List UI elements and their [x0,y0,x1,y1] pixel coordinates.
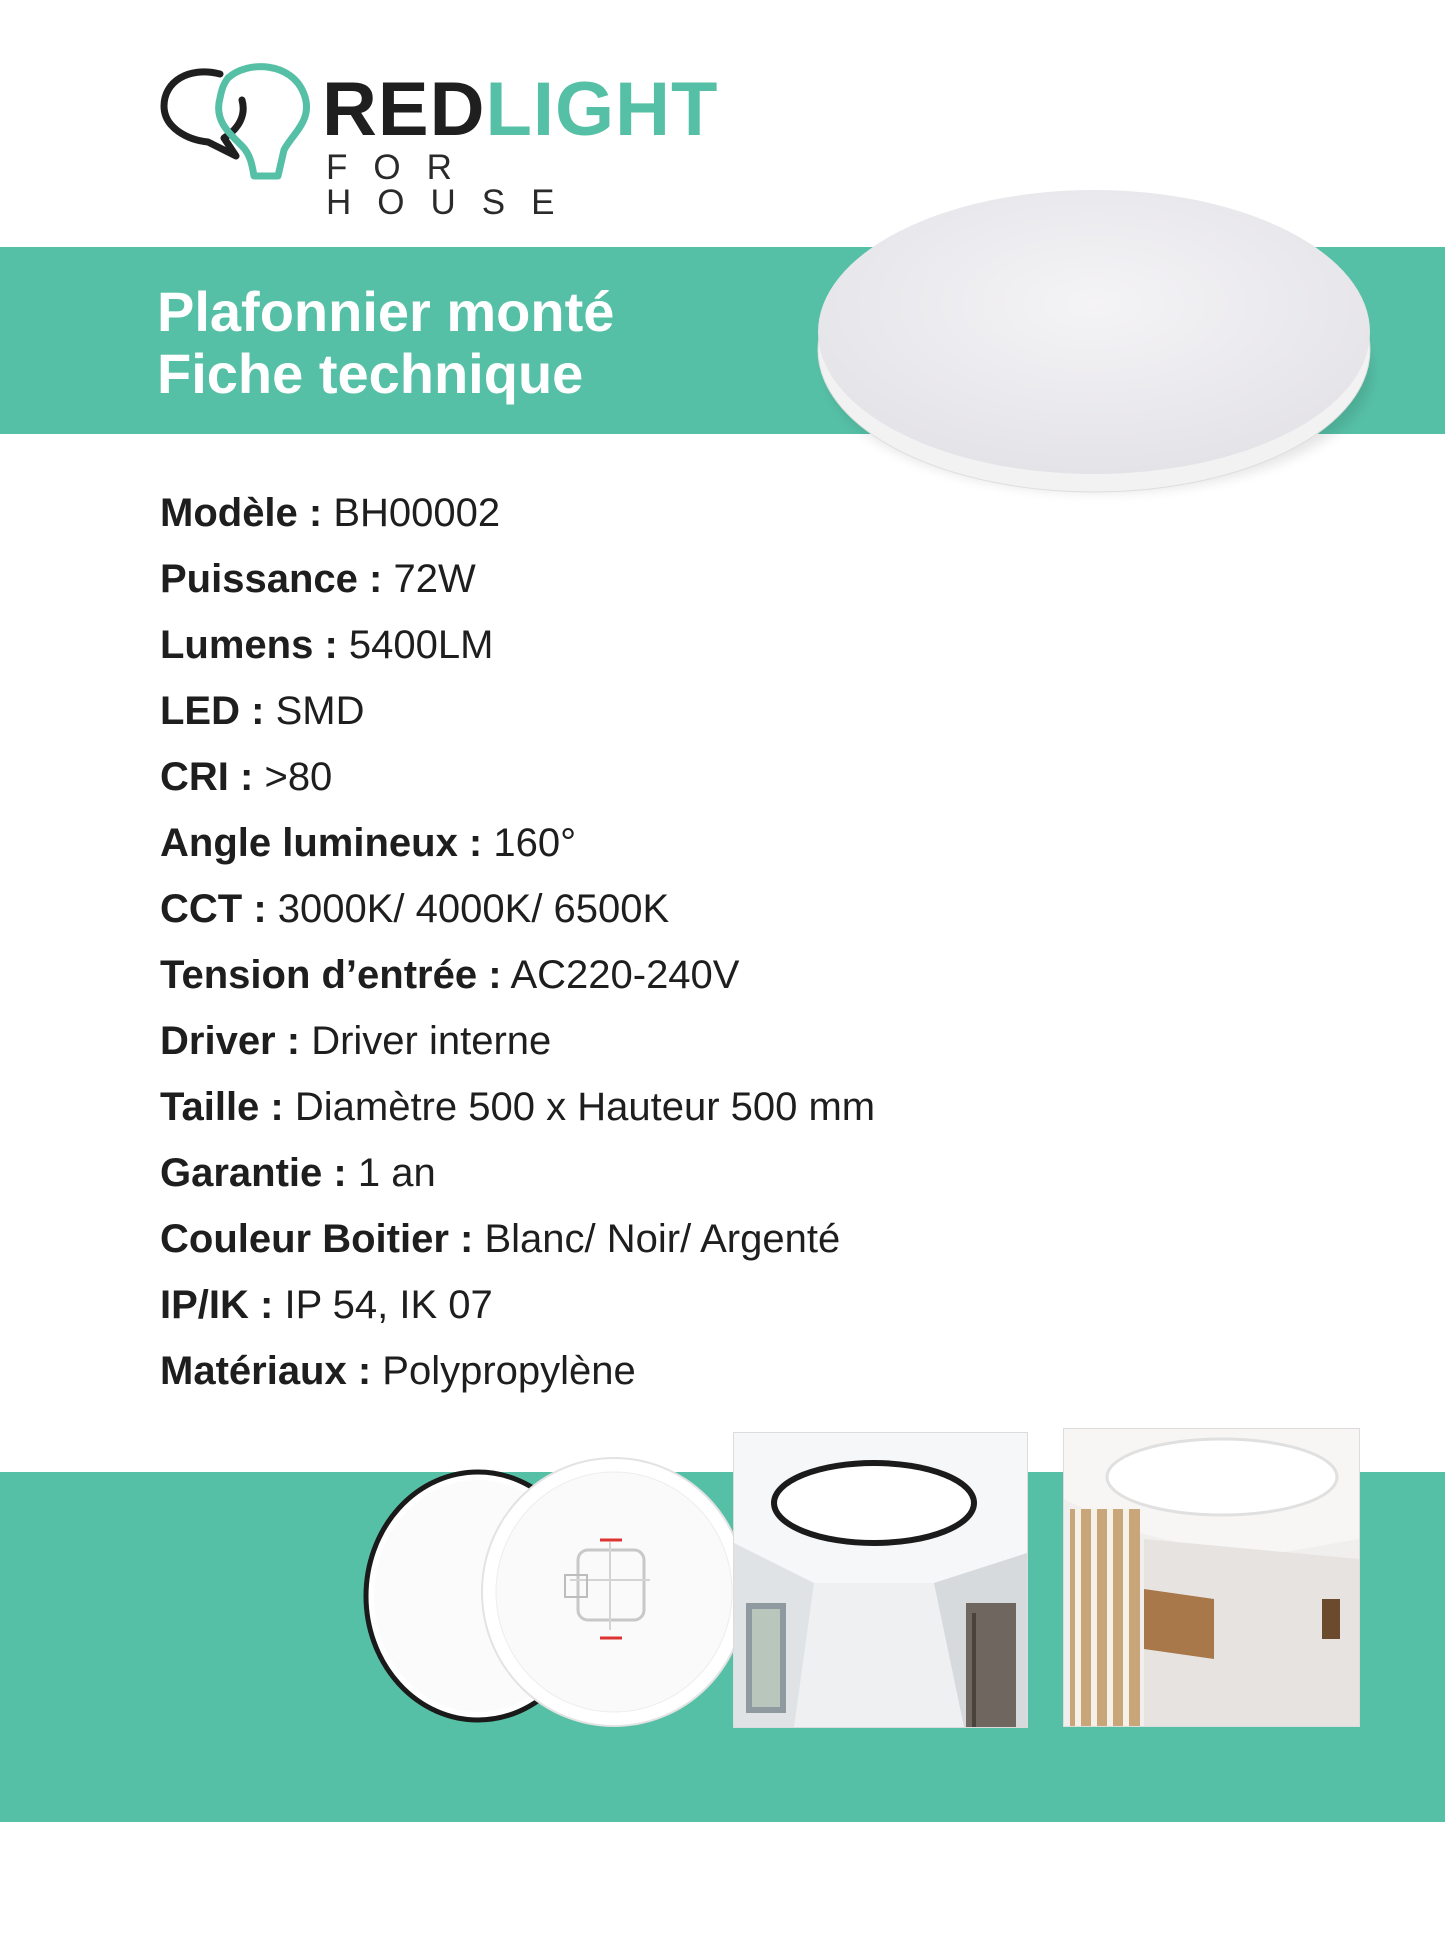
spec-row-led: LED : SMD [160,689,365,733]
spec-row-modele: Modèle : BH00002 [160,491,501,535]
spec-list [160,480,875,1404]
spec-row-cct: CCT : 3000K/ 4000K/ 6500K [160,887,670,931]
spec-row-puissance: Puissance : 72W [160,557,476,601]
product-hero-image [810,182,1380,512]
spec-row-tension: Tension d’entrée : AC220-240V [160,953,740,997]
page-title: Plafonnier monté [157,280,615,343]
spec-row-ipik: IP/IK : IP 54, IK 07 [160,1283,493,1327]
spec-row-cri: CRI : >80 [160,755,333,799]
page-subtitle: Fiche technique [157,342,584,405]
ceiling-photo-white-frame [1063,1428,1360,1727]
ceiling-photo-black-frame [733,1432,1028,1728]
brand-tagline: FOR HOUSE [326,148,581,222]
product-plates-image [360,1440,760,1740]
spec-row-taille: Taille : Diamètre 500 x Hauteur 500 mm [160,1085,876,1129]
brand-logo [158,58,719,222]
spec-row-garantie: Garantie : 1 an [160,1151,436,1195]
spec-row-angle: Angle lumineux : 160° [160,821,577,865]
brand-name-red: RED [322,67,486,152]
spec-row-couleur: Couleur Boitier : Blanc/ Noir/ Argenté [160,1217,841,1261]
spec-row-driver: Driver : Driver interne [160,1019,552,1063]
lightbulb-speech-bubble-icon [158,58,318,186]
spec-row-lumens: Lumens : 5400LM [160,623,494,667]
brand-name-light: LIGHT [485,67,719,152]
brand-name [322,67,719,152]
spec-row-materiaux: Matériaux : Polypropylène [160,1349,636,1393]
